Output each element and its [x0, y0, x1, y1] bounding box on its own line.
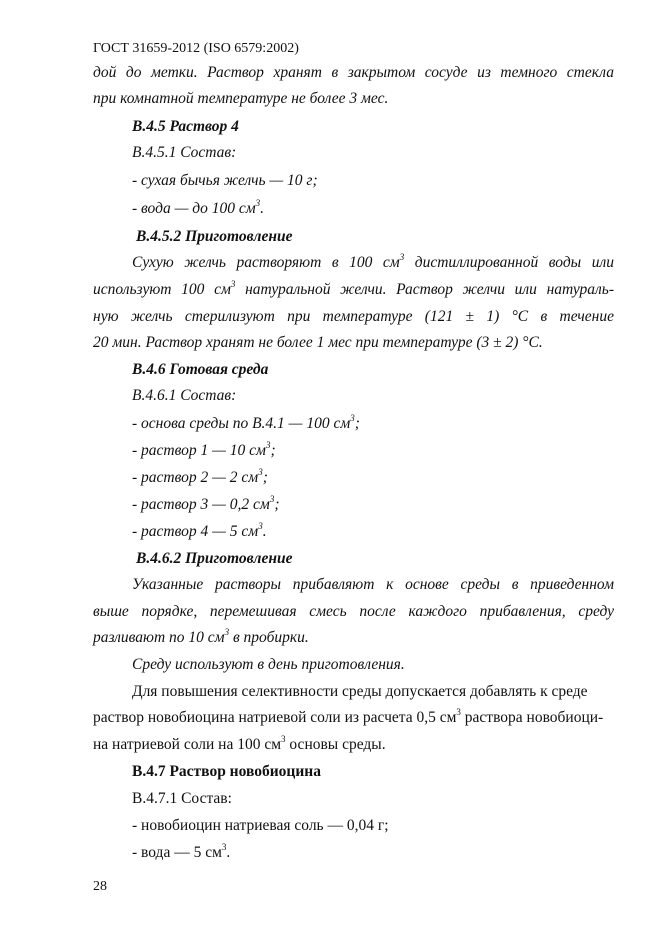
section-heading — [132, 117, 239, 137]
section-heading — [132, 762, 321, 782]
line-text: на натриевой соли на 100 см — [93, 736, 282, 753]
text-line — [132, 843, 230, 863]
superscript: 3 — [399, 252, 405, 262]
text-line — [132, 414, 360, 434]
text-line — [93, 735, 386, 755]
text-line — [132, 386, 236, 406]
line-text: В.4.5.1 Состав: — [132, 144, 237, 161]
text-line — [132, 682, 588, 702]
text-line — [93, 280, 614, 300]
text-line — [132, 522, 267, 542]
line-text-continued: . — [262, 523, 267, 540]
line-text-continued: ; — [270, 442, 276, 459]
line-text: используют 100 см — [93, 281, 231, 298]
line-text: - раствор 3 — 0,2 см — [132, 496, 270, 513]
line-text: В.4.5.2 Приготовление — [136, 228, 293, 245]
text-line — [93, 708, 603, 728]
line-text: - раствор 4 — 5 см — [132, 523, 259, 540]
text-line — [93, 63, 614, 83]
line-text-continued: раствора новобиоци- — [460, 709, 604, 726]
section-heading — [136, 549, 292, 569]
line-text: - вода — 5 см — [132, 844, 222, 861]
line-text: дой до метки. Раствор хранят в закрытом сосуде из темного стекла — [93, 64, 614, 81]
line-text: выше порядке, перемешивая смесь после каждого прибавления, среду — [93, 603, 614, 620]
text-line — [132, 143, 236, 163]
line-text-continued: в пробирки. — [229, 629, 309, 646]
text-line — [132, 199, 264, 219]
line-text: В.4.6.2 Приготовление — [136, 550, 293, 567]
superscript: 3 — [269, 494, 275, 504]
text-line — [132, 495, 279, 515]
line-text: - вода — до 100 см — [132, 200, 256, 217]
line-text: раствор новобиоцина натриевой соли из расчета 0,5 см — [93, 709, 457, 726]
text-line — [93, 89, 388, 109]
section-heading — [136, 227, 292, 247]
line-text-continued: ; — [262, 469, 268, 486]
superscript: 3 — [230, 279, 236, 289]
line-text: В.4.6.1 Состав: — [132, 387, 237, 404]
text-line — [93, 333, 543, 353]
line-text: разливают по 10 см — [93, 629, 225, 646]
text-line — [132, 171, 318, 191]
text-line — [93, 602, 614, 622]
line-text: В.4.7.1 Состав: — [132, 790, 232, 807]
superscript: 3 — [224, 627, 230, 637]
page-number: 28 — [93, 879, 107, 894]
line-text-continued: . — [226, 844, 231, 861]
line-text: Указанные растворы прибавляют к основе среды в приведенном — [132, 576, 614, 593]
superscript: 3 — [265, 440, 271, 450]
document-header: ГОСТ 31659-2012 (ISO 6579:2002) — [93, 41, 299, 56]
line-text-continued: дистиллированной воды или — [404, 254, 614, 271]
superscript: 3 — [456, 707, 461, 717]
line-text: 20 мин. Раствор хранят не более 1 мес при температуре (3 ± 2) °С. — [93, 334, 543, 351]
superscript: 3 — [281, 734, 286, 744]
line-text-continued: . — [260, 200, 264, 217]
line-text: Сухую желчь растворяют в 100 см — [132, 254, 400, 271]
text-line — [132, 789, 232, 809]
superscript: 3 — [255, 198, 261, 208]
superscript: 3 — [258, 521, 263, 531]
superscript: 3 — [221, 842, 227, 852]
line-text: ную желчь стерилизуют при температуре (121 ± 1) °С в течение — [93, 308, 614, 325]
superscript: 3 — [350, 413, 355, 423]
text-line — [132, 575, 614, 595]
text-line — [132, 816, 389, 836]
line-text: - раствор 2 — 2 см — [132, 469, 259, 486]
line-text: Для повышения селективности среды допускается добавлять к среде — [132, 683, 588, 700]
text-line — [132, 468, 268, 488]
line-text-continued: натуральной желчи. Раствор желчи или натураль- — [235, 281, 614, 298]
line-text: - сухая бычья желчь — 10 г; — [132, 172, 318, 189]
line-text: В.4.5 Раствор 4 — [132, 118, 239, 135]
line-text: при комнатной температуре не более 3 мес. — [93, 90, 389, 107]
superscript: 3 — [258, 467, 263, 477]
line-text-continued: ; — [354, 415, 360, 432]
line-text: - раствор 1 — 10 см — [132, 442, 266, 459]
line-text: В.4.7 Раствор новобиоцина — [132, 763, 321, 780]
text-line — [93, 628, 309, 648]
line-text-continued: ; — [274, 496, 280, 513]
text-line — [132, 655, 405, 675]
text-line — [93, 307, 614, 327]
line-text: В.4.6 Готовая среда — [132, 361, 269, 378]
line-text: Среду используют в день приготовления. — [132, 656, 405, 673]
text-line — [132, 441, 276, 461]
line-text: - новобиоцин натриевая соль — 0,04 г; — [132, 817, 389, 834]
line-text: - основа среды по В.4.1 — 100 см — [132, 415, 351, 432]
text-line — [132, 253, 614, 273]
line-text-continued: основы среды. — [285, 736, 386, 753]
section-heading — [132, 360, 268, 380]
